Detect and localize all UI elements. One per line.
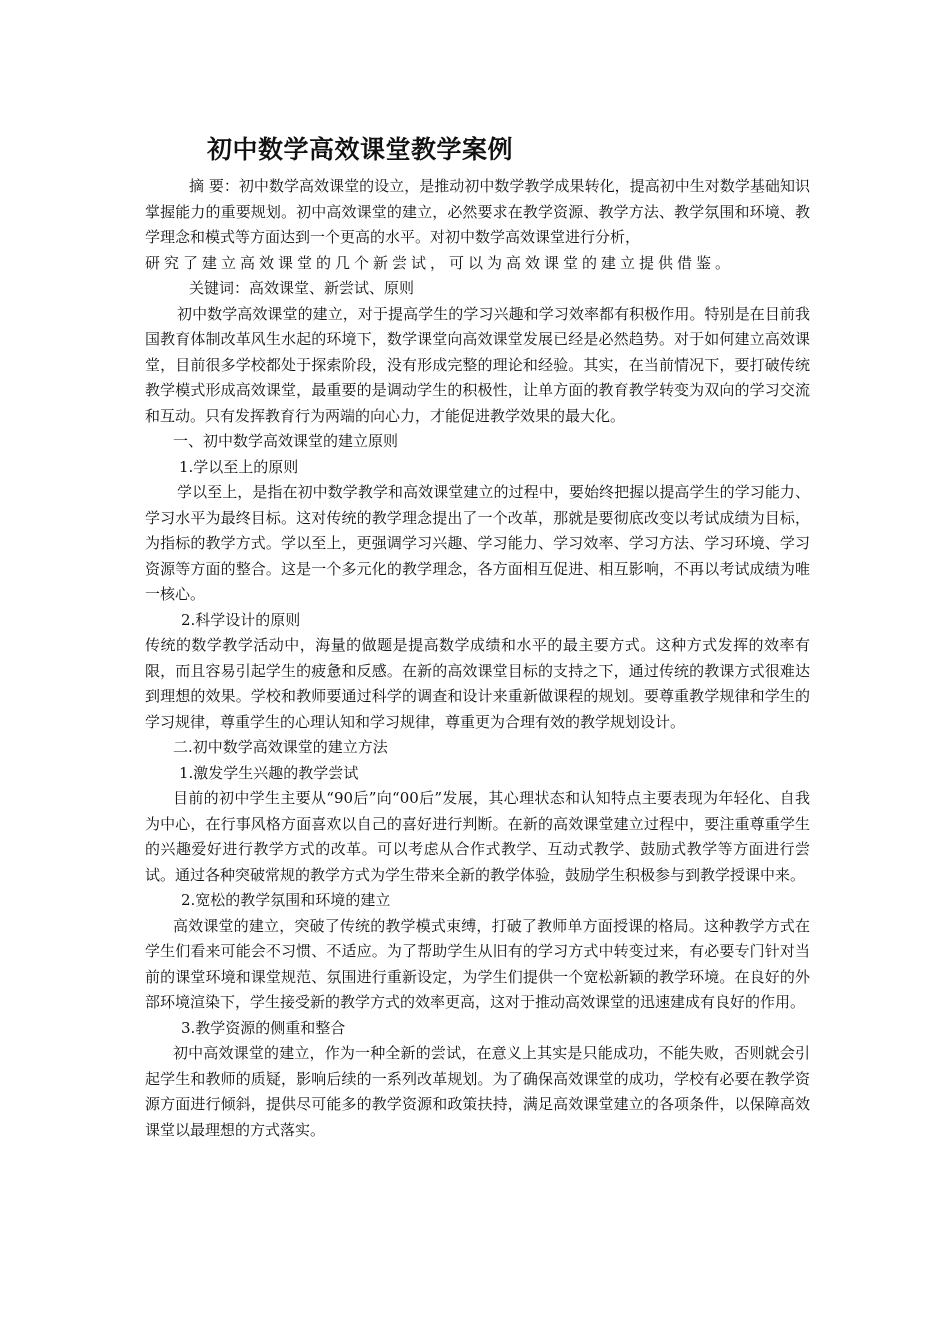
abstract-paragraph-tail: 研究了建立高效课堂的几个新尝试，可以为高效课堂的建立提供借鉴。 <box>145 253 735 272</box>
subsection-body-2-2: 高效课堂的建立，突破了传统的教学模式束缚，打破了教师单方面授课的格局。这种教学方式在学生们看来可能会不习惯、不适应。为了帮助学生从旧有的学习方式中转变过来，有必要专门针对当前的课堂环境和课堂规范、氛围进行重新设定，为学生们提供一个宽松新颖的教学环境。在良好的外部环境渲染下，学生接受新的教学方式的效率更高，这对于推动高效课堂的迅速建成有良好的作用。 <box>145 916 810 1011</box>
keywords-line: 关键词：高效课堂、新尝试、原则 <box>189 279 415 297</box>
subsection-heading-1-2: 2.科学设计的原则 <box>181 610 301 629</box>
subsection-body-1-2: 传统的数学教学活动中，海量的做题是提高数学成绩和水平的最主要方式。这种方式发挥的效率有限，而且容易引起学生的疲惫和反感。在新的高效课堂目标的支持之下，通过传统的教课方式很难达到理想的效果。学校和教师要通过科学的调查和设计来重新做课程的规划。要尊重教学规律和学生的学习规律，尊重学生的心理认知和学习规律，尊重更为合理有效的教学规划设计。 <box>145 636 810 731</box>
abstract-paragraph: 摘 要：初中数学高效课堂的设立，是推动初中数学教学成果转化，提高初中生对数学基础知识掌握能力的重要规划。初中高效课堂的建立，必然要求在教学资源、教学方法、教学氛围和环境、教学理念和模式等方面达到一个更高的水平。对初中数学高效课堂进行分析， <box>145 177 810 246</box>
intro-paragraph: 初中数学高效课堂的建立，对于提高学生的学习兴趣和学习效率都有积极作用。特别是在目前我国教育体制改革风生水起的环境下，数学课堂向高效课堂发展已经是必然趋势。对于如何建立高效课堂，目前很多学校都处于探索阶段，没有形成完整的理论和经验。其实，在当前情况下，要打破传统教学模式形成高效课堂，最重要的是调动学生的积极性，让单方面的教育教学转变为双向的学习交流和互动。只有发挥教育行为两端的向心力，才能促进教学效果的最大化。 <box>145 304 810 425</box>
subsection-heading-1-1: 1.学以至上的原则 <box>179 457 299 476</box>
subsection-heading-2-1: 1.激发学生兴趣的教学尝试 <box>179 763 359 782</box>
section-heading-1: 一、初中数学高效课堂的建立原则 <box>173 432 399 450</box>
subsection-heading-2-2: 2.宽松的教学氛围和环境的建立 <box>181 891 391 909</box>
subsection-heading-2-3: 3.教学资源的侧重和整合 <box>181 1018 346 1037</box>
document-body <box>145 130 810 1143</box>
subsection-body-1-1: 学以至上，是指在初中数学教学和高效课堂建立的过程中，要始终把握以提高学生的学习能力、学习水平为最终目标。这对传统的教学理念提出了一个改革，那就是要彻底改变以考试成绩为目标，为指标的教学方式。学以至上，更强调学习兴趣、学习能力、学习效率、学习方法、学习环境、学习资源等方面的整合。这是一个多元化的教学理念，各方面相互促进、相互影响，不再以考试成绩为唯一核心。 <box>145 483 810 603</box>
subsection-body-2-3: 初中高效课堂的建立，作为一种全新的尝试，在意义上其实是只能成功，不能失败，否则就会引起学生和教师的质疑，影响后续的一系列改革规划。为了确保高效课堂的成功，学校有必要在教学资源方面进行倾斜，提供尽可能多的教学资源和政策扶持，满足高效课堂建立的各项条件，以保障高效课堂以最理想的方式落实。 <box>145 1044 810 1139</box>
section-heading-2: 二.初中数学高效课堂的建立方法 <box>173 738 388 756</box>
subsection-body-2-1: 目前的初中学生主要从“90后”向“00后”发展，其心理状态和认知特点主要表现为年轻化、自我为中心，在行事风格方面喜欢以自己的喜好进行判断。在新的高效课堂建立过程中，要注重尊重学生的兴趣爱好进行教学方式的改革。可以考虑从合作式教学、互动式教学、鼓励式教学等方面进行尝试。通过各种突破常规的教学方式为学生带来全新的教学体验，鼓励学生积极参与到教学授课中来。 <box>145 789 810 884</box>
document-title: 初中数学高效课堂教学案例 <box>207 135 514 164</box>
